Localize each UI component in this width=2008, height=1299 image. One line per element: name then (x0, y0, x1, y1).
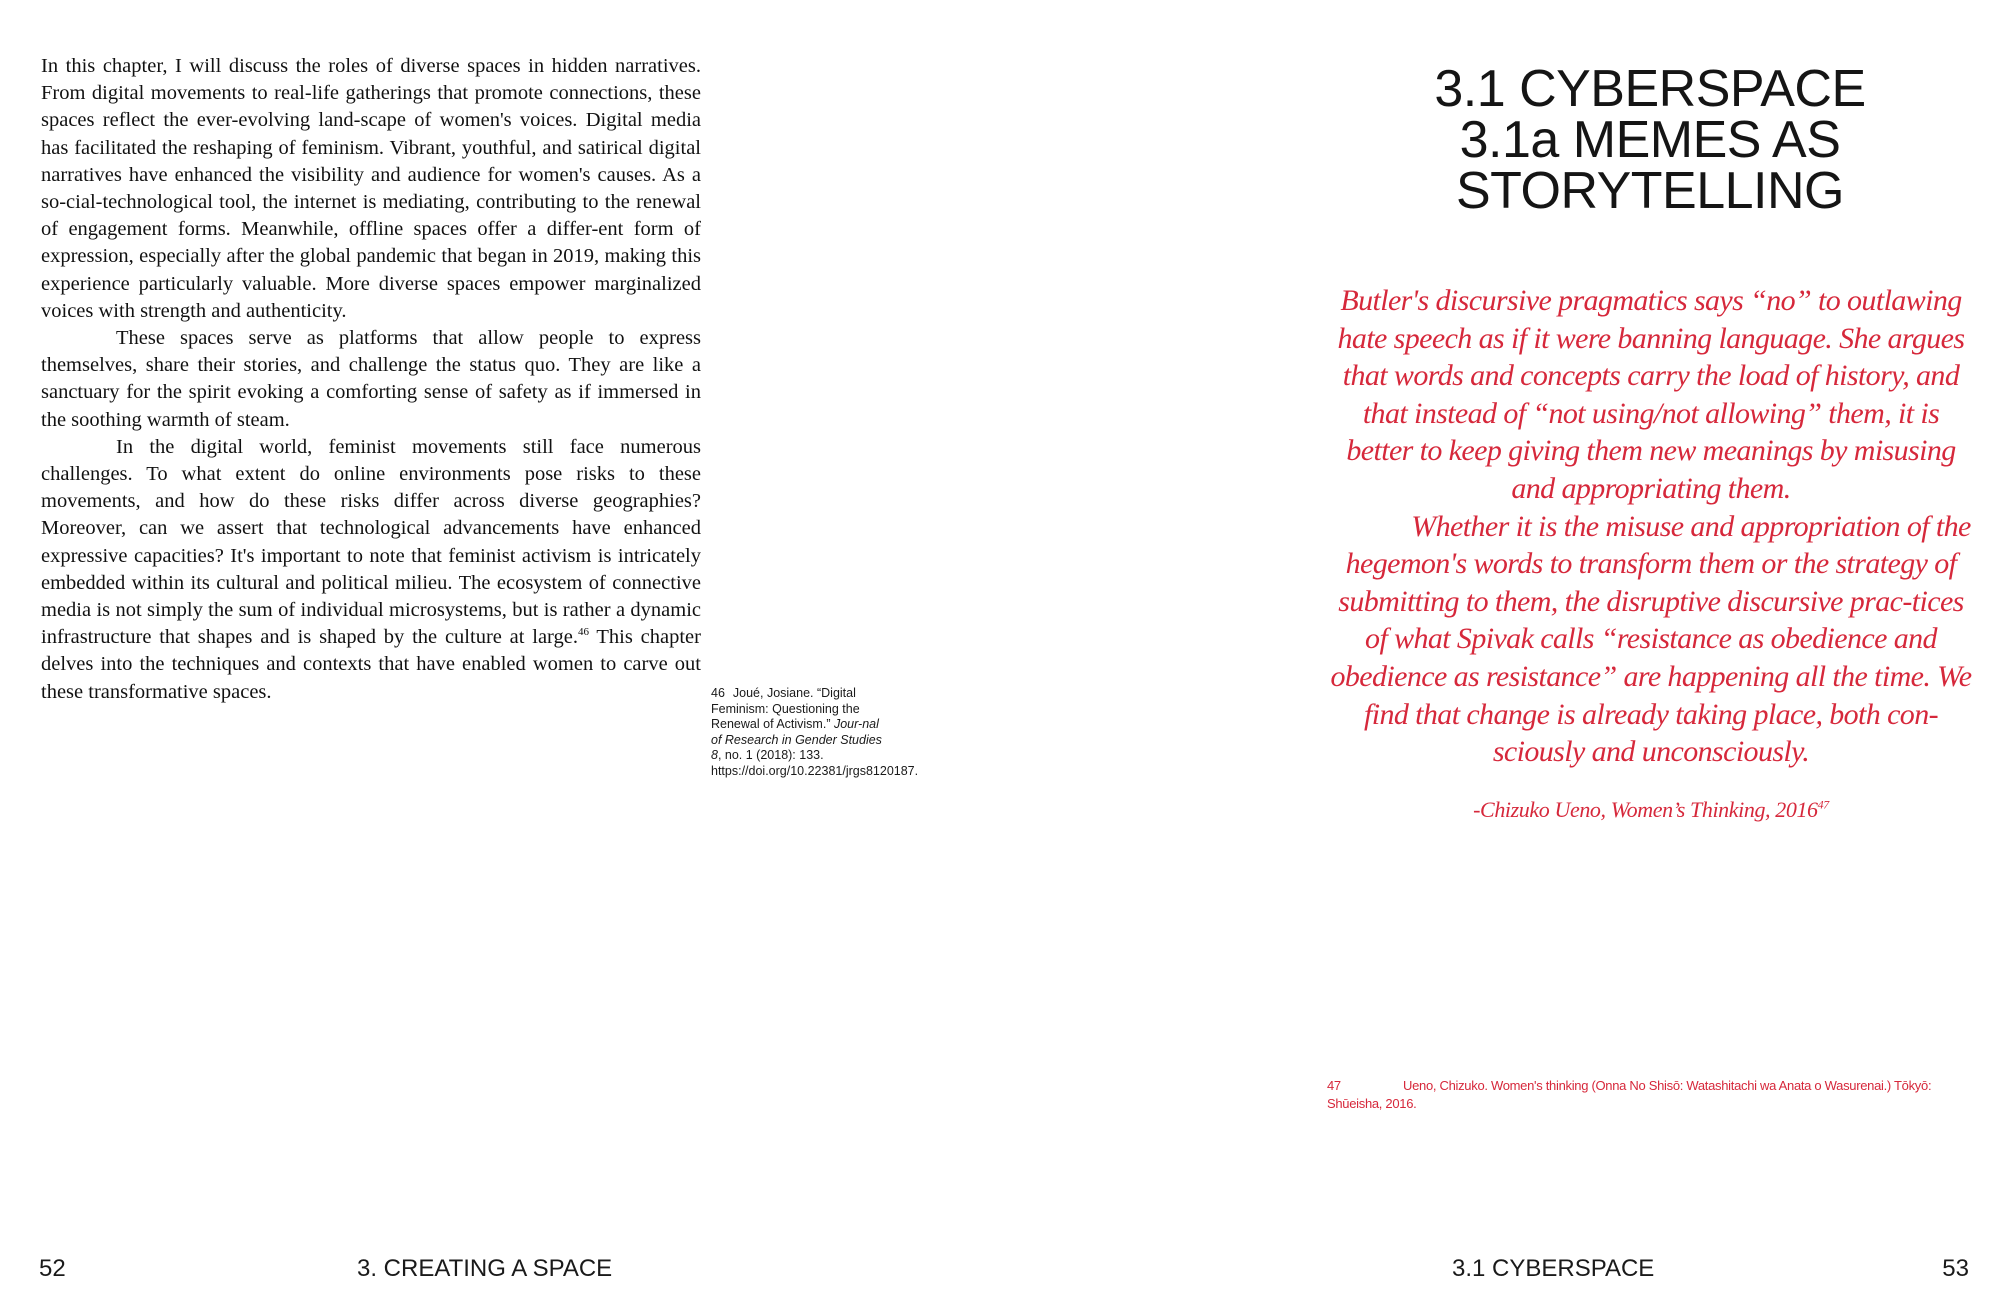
footnote-number: 46 (711, 686, 725, 700)
attribution-text: -Chizuko Ueno, Women’s Thinking, 2016 (1473, 797, 1818, 822)
footnote-journal: Jour-nal of Research in Gender Studies 8 (711, 717, 882, 762)
heading-line: 3.1 CYBERSPACE (1434, 60, 1866, 118)
section-heading (1340, 60, 1960, 220)
footnote-text: Ueno, Chizuko. Women's thinking (Onna No Shisō: Watashitachi wa Anata o Wasurenai.) Tōkyō: Shūeisha, 2016. (1327, 1078, 1932, 1111)
body-text (41, 53, 701, 706)
footnote-number: 47 (1327, 1078, 1341, 1093)
paragraph-3 (41, 434, 701, 706)
footnote-text: Joué, Josiane. “Digital Feminism: Questioning the Renewal of Activism.” (711, 686, 860, 731)
footnote-47 (1327, 1077, 1977, 1113)
footnote-ref-46[interactable]: 46 (577, 626, 589, 639)
page-number-left: 52 (39, 1255, 66, 1282)
quote-attribution (1330, 797, 1972, 823)
page-number-right: 53 (1942, 1255, 1969, 1282)
paragraph-3-text: In the digital world, feminist movements still face numerous challenges. To what extent do online environments pose risks to these movements, and how do these risks differ across diverse geographies? Moreover, can we assert that technological advancements have enhanced expressive capacities? It's important to note that feminist activism is intricately embedded within its cultural and political milieu. The ecosystem of connective media is not simply the sum of individual microsystems, but is rather a dynamic infrastructure that shapes and is shaped by the culture at large. (41, 435, 701, 649)
pull-quote (1330, 282, 1972, 771)
running-title-right: 3.1 CYBERSPACE (1452, 1255, 1655, 1282)
quote-paragraph-2: Whether it is the misuse and appropriation of the hegemon's words to transform them or the strategy of submitting to them, the disruptive discursive prac-tices of what Spivak calls “resistance as obedience and obedience as resistance” are happening all the time. We find that change is already taking place, both con-sciously and unconsciously. (1330, 509, 1972, 769)
paragraph-1: In this chapter, I will discuss the roles of diverse spaces in hidden narratives. From digital movements to real-life gatherings that promote connections, these spaces reflect the ever-evolving land-scape of women's voices. Digital media has facilitated the reshaping of feminism. Vibrant, youthful, and satirical digital narratives have enhanced the visibility and audience for women's causes. As a so-cial-technological tool, the internet is mediating, contributing to the renewal of engagement forms. Meanwhile, offline spaces offer a differ-ent form of expression, especially after the global pandemic that began in 2019, making this experience particularly valuable. More diverse spaces empower marginalized voices with strength and authenticity. (41, 55, 701, 322)
paragraph-3-text-end: This chapter delves into the techniques and contexts that have enabled women to carve out these transformative spaces. (41, 626, 701, 703)
paragraph-2: These spaces serve as platforms that allow people to express themselves, share their stories, and challenge the status quo. They are like a sanctuary for the spirit evoking a comforting sense of safety as if immersed in the soothing warmth of steam. (41, 327, 701, 431)
quote-paragraph-1: Butler's discursive pragmatics says “no” to outlawing hate speech as if it were banning language. She argues that words and concepts carry the load of history, and that instead of “not using/not allowing” them, it is better to keep giving them new meanings by misusing and appropriating them. (1337, 284, 1965, 505)
running-title-left: 3. CREATING A SPACE (357, 1255, 613, 1282)
heading-line: STORYTELLING (1456, 162, 1844, 220)
footnote-text-end: , no. 1 (2018): 133. https://doi.org/10.22381/jrgs8120187. (711, 748, 919, 778)
footnote-46 (711, 686, 919, 779)
heading-line: 3.1a MEMES AS (1459, 111, 1841, 169)
footnote-ref-47[interactable]: 47 (1817, 797, 1829, 812)
